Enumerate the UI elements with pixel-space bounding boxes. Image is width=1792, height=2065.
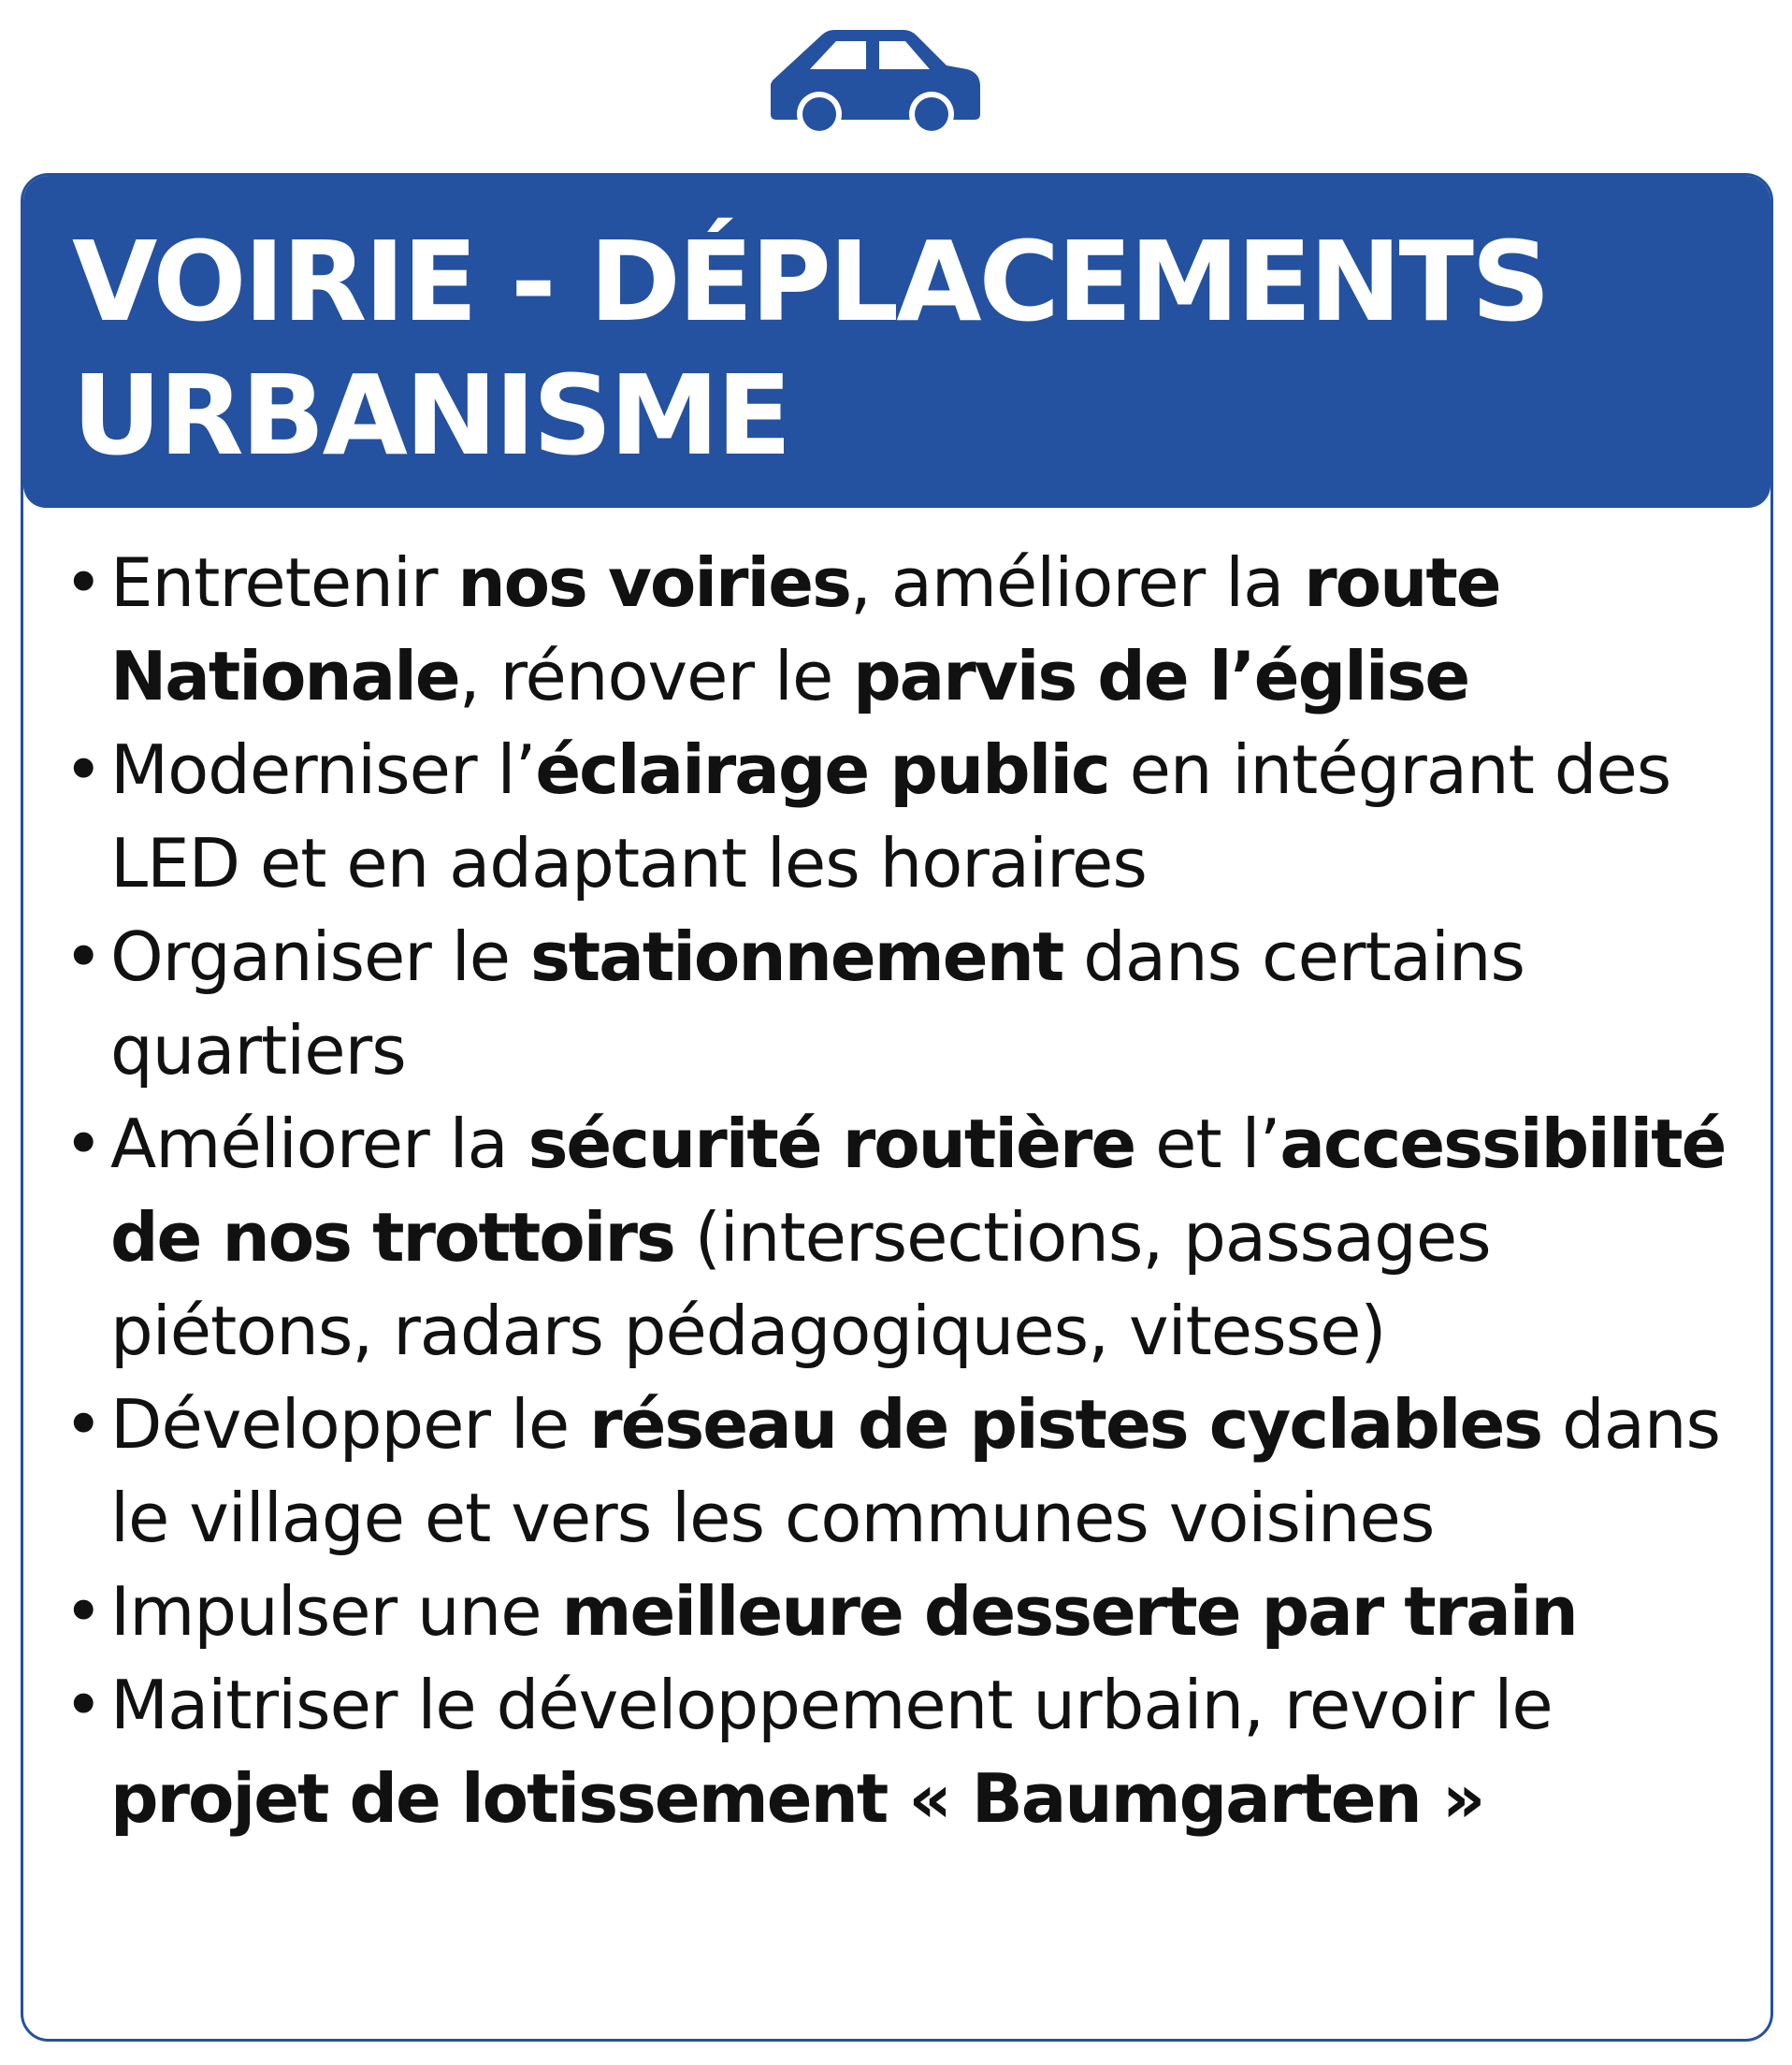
list-item (47, 910, 1758, 1097)
bullet: • (64, 1385, 103, 1464)
panel-header (23, 176, 1770, 508)
list-item (47, 536, 1758, 723)
item-text: Impulser une (110, 1572, 562, 1651)
list-item (47, 1097, 1758, 1378)
bullet: • (64, 730, 103, 809)
item-text: , améliorer la (849, 543, 1305, 622)
item-text: , rénover le (458, 637, 854, 715)
item-emphasis: réseau de pistes cyclables (589, 1385, 1542, 1464)
item-text: dans le village et vers les communes voisines (110, 1385, 1721, 1557)
bullet: • (64, 1666, 103, 1744)
car-icon (767, 28, 984, 138)
panel-title (72, 215, 1548, 483)
list-item (47, 723, 1758, 910)
bullet: • (64, 1572, 103, 1651)
item-text: et l’ (1134, 1105, 1280, 1183)
bullet: • (64, 1105, 103, 1183)
bullet: • (64, 543, 103, 622)
item-text: Améliorer la (110, 1105, 528, 1183)
title-line-2: URBANISME (72, 351, 789, 480)
item-text: Maitriser le développement urbain, revoir le (110, 1666, 1553, 1744)
title-line-1: VOIRIE - DÉPLACEMENTS (72, 217, 1548, 346)
item-emphasis: projet de lotissement « Baumgarten » (110, 1759, 1484, 1838)
item-text: en intégrant des LED et en adaptant les horaires (110, 730, 1671, 903)
item-emphasis: parvis de l’église (853, 637, 1469, 715)
item-emphasis: stationnement (529, 917, 1063, 996)
item-text: Moderniser l’ (110, 730, 536, 809)
item-emphasis: route Nationale (110, 543, 1500, 715)
item-emphasis: nos voiries (457, 543, 850, 622)
program-panel (21, 173, 1773, 2042)
item-text: Organiser le (110, 917, 530, 996)
list-item (47, 1378, 1758, 1565)
item-text: Développer le (110, 1385, 590, 1464)
item-emphasis: accessibilité de nos trottoirs (110, 1105, 1726, 1277)
list-item (47, 1565, 1758, 1658)
list-item (47, 1658, 1758, 1845)
bullet: • (64, 917, 103, 996)
measures-list (47, 536, 1758, 1845)
item-text: (intersections, passages piétons, radars pédagogiques, vitesse) (110, 1198, 1491, 1370)
item-text: Entretenir (110, 543, 458, 622)
item-emphasis: sécurité routière (527, 1105, 1135, 1183)
item-emphasis: meilleure desserte par train (561, 1572, 1577, 1651)
item-text: dans certains quartiers (110, 917, 1525, 1090)
item-emphasis: éclairage public (535, 730, 1109, 809)
